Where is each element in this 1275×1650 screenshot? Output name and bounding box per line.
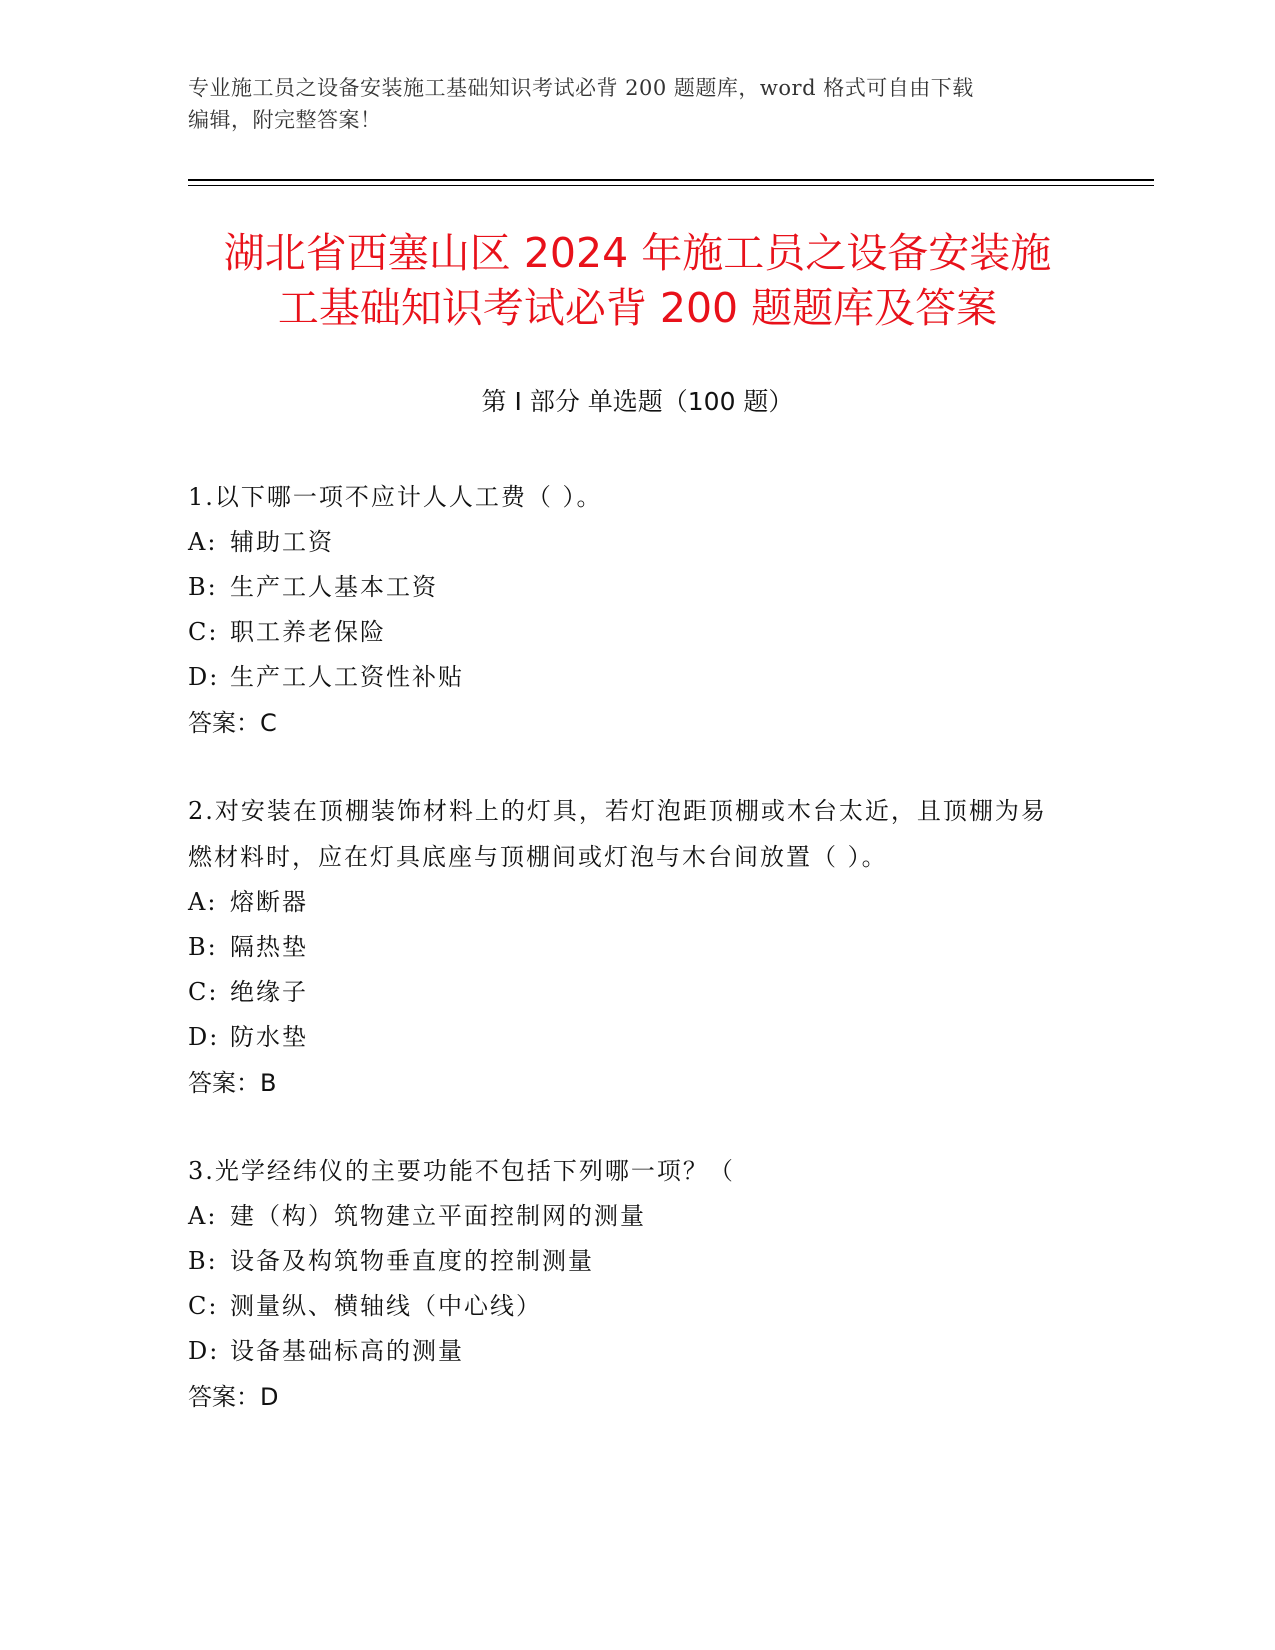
option-b — [188, 1239, 1068, 1284]
question-stem: 1.以下哪一项不应计人人工费（ ）。 — [188, 483, 603, 511]
option-text: 职工养老保险 — [230, 618, 386, 646]
option-text: 测量纵、横轴线（中心线） — [230, 1292, 542, 1320]
option-text: 绝缘子 — [230, 978, 308, 1006]
page-header — [188, 72, 1088, 136]
question-list — [188, 474, 1068, 1462]
option-c — [188, 610, 1068, 655]
option-letter: B: — [188, 933, 218, 961]
title-line-2: 工基础知识考试必背 200 题题库及答案 — [277, 284, 998, 332]
option-b — [188, 565, 1068, 610]
option-d — [188, 655, 1068, 700]
option-text: 生产工人工资性补贴 — [230, 663, 464, 691]
question-stem: 2.对安装在顶棚装饰材料上的灯具，若灯泡距顶棚或木台太近，且顶棚为易燃材料时，应在灯具底座与顶棚间或灯泡与木台间放置（ ）。 — [188, 797, 1047, 871]
option-letter: C: — [188, 618, 219, 646]
answer-line: 答案：C — [188, 709, 277, 737]
answer-line: 答案：D — [188, 1383, 279, 1411]
option-c — [188, 970, 1068, 1015]
option-letter: D: — [188, 663, 220, 691]
option-letter: A: — [188, 1202, 218, 1230]
option-letter: A: — [188, 528, 218, 556]
option-text: 建（构）筑物建立平面控制网的测量 — [230, 1202, 646, 1230]
option-text: 设备及构筑物垂直度的控制测量 — [230, 1247, 594, 1275]
option-letter: C: — [188, 978, 219, 1006]
option-a — [188, 520, 1068, 565]
option-text: 辅助工资 — [230, 528, 334, 556]
answer-line: 答案：B — [188, 1069, 277, 1097]
option-c — [188, 1284, 1068, 1329]
question-1 — [188, 474, 1068, 746]
option-text: 防水垫 — [230, 1023, 308, 1051]
option-letter: D: — [188, 1023, 220, 1051]
question-stem: 3.光学经纬仪的主要功能不包括下列哪一项？（ — [188, 1157, 735, 1185]
section-heading: 第 I 部分 单选题（100 题） — [481, 387, 794, 416]
option-text: 隔热垫 — [230, 933, 308, 961]
header-divider-thick — [188, 179, 1154, 181]
document-title — [150, 226, 1125, 336]
option-text: 熔断器 — [230, 888, 308, 916]
header-divider-thin — [188, 185, 1154, 186]
option-d — [188, 1329, 1068, 1374]
question-3 — [188, 1148, 1068, 1420]
option-text: 设备基础标高的测量 — [230, 1337, 464, 1365]
option-letter: A: — [188, 888, 218, 916]
option-a — [188, 1194, 1068, 1239]
option-a — [188, 880, 1068, 925]
option-letter: C: — [188, 1292, 219, 1320]
option-b — [188, 925, 1068, 970]
option-letter: B: — [188, 1247, 218, 1275]
title-line-1: 湖北省西塞山区 2024 年施工员之设备安装施 — [223, 229, 1052, 277]
option-d — [188, 1015, 1068, 1060]
question-2 — [188, 788, 1068, 1106]
option-letter: D: — [188, 1337, 220, 1365]
header-line-1: 专业施工员之设备安装施工基础知识考试必背 200 题题库，word 格式可自由下载 — [188, 76, 974, 100]
header-line-2: 编辑，附完整答案！ — [188, 108, 382, 132]
option-text: 生产工人基本工资 — [230, 573, 438, 601]
option-letter: B: — [188, 573, 218, 601]
